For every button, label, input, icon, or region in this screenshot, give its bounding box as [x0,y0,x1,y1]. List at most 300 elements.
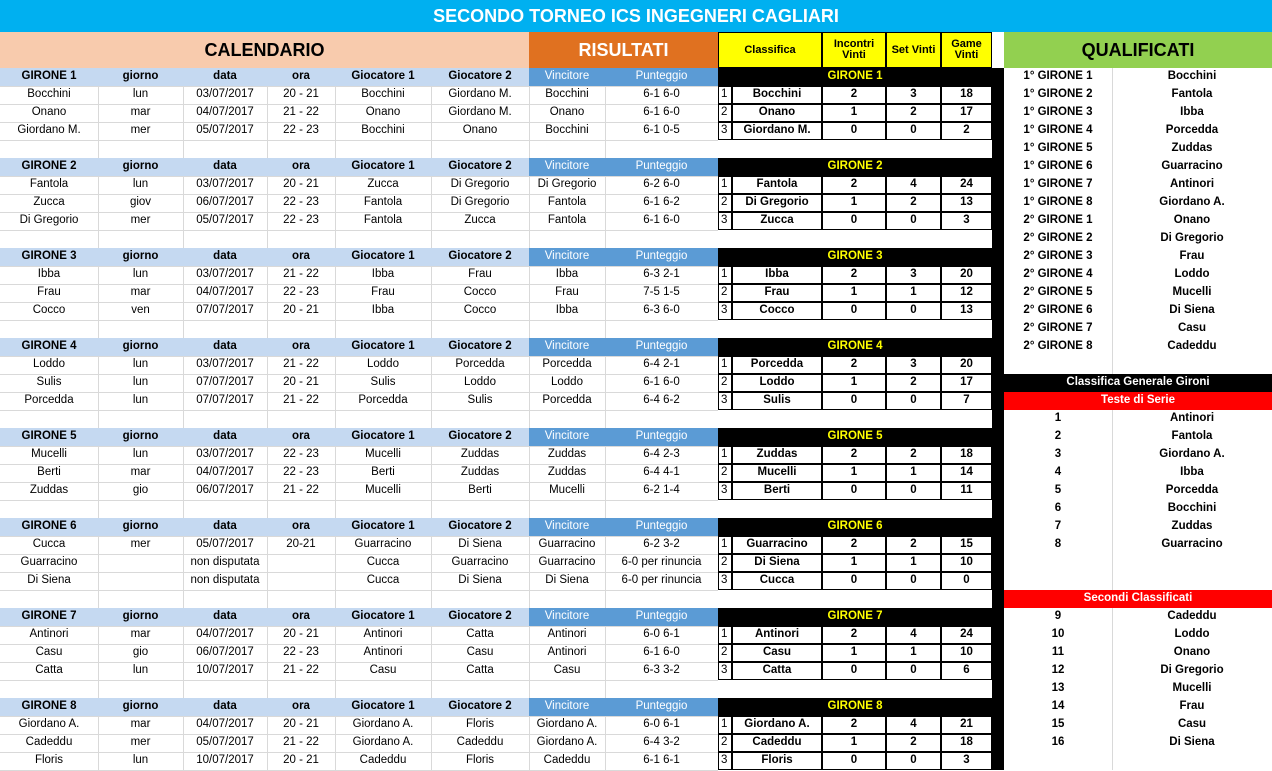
secondo-rank[interactable]: 16 [1051,736,1065,749]
standing-position[interactable]: 3 [718,212,732,230]
col-giorno[interactable]: giorno [98,68,183,86]
match-vincitore[interactable]: Porcedda [542,394,592,407]
player-name[interactable]: Catta [35,664,63,677]
seed-rank[interactable]: 1 [1054,412,1062,425]
standing-set-vinti[interactable]: 0 [886,302,941,320]
col-data[interactable]: data [183,248,267,266]
qualificato-name[interactable]: Cadeddu [1167,340,1217,353]
match-giocatore1[interactable]: Antinori [363,646,403,659]
col-vincitore[interactable]: Vincitore [529,158,605,176]
match-giorno[interactable]: giov [129,196,152,209]
secondo-name[interactable]: Casu [1177,718,1207,731]
match-giocatore1[interactable]: Cucca [366,556,400,569]
match-data[interactable]: 07/07/2017 [196,304,254,317]
match-punteggio[interactable]: 6-1 6-1 [643,754,680,767]
col-punteggio[interactable]: Punteggio [605,68,718,86]
qualificato-name[interactable]: Frau [1179,250,1205,263]
seed-rank[interactable]: 3 [1054,448,1062,461]
standing-set-vinti[interactable]: 2 [886,734,941,752]
match-giocatore1[interactable]: Ibba [371,304,395,317]
player-name[interactable]: Zuddas [29,484,69,497]
standing-position[interactable]: 1 [718,356,732,374]
seed-name[interactable]: Antinori [1169,412,1215,425]
match-ora[interactable]: 21 - 22 [283,358,319,371]
match-punteggio[interactable]: 6-1 6-0 [643,88,680,101]
match-giocatore1[interactable]: Onano [365,106,401,119]
secondo-rank[interactable]: 12 [1051,664,1065,677]
match-giocatore2[interactable]: Di Gregorio [450,196,510,209]
match-punteggio[interactable]: 6-1 6-0 [643,214,680,227]
match-giocatore1[interactable]: Antinori [363,628,403,641]
standing-set-vinti[interactable]: 4 [886,176,941,194]
standing-set-vinti[interactable]: 4 [886,626,941,644]
match-giocatore1[interactable]: Fantola [363,196,403,209]
match-ora[interactable]: 22 - 23 [283,646,319,659]
secondo-name[interactable]: Di Gregorio [1160,664,1224,677]
standing-player[interactable]: Sulis [732,392,822,410]
standing-game-vinti[interactable]: 6 [941,662,992,680]
match-ora[interactable]: 20 - 21 [283,88,319,101]
match-giocatore2[interactable]: Di Siena [458,538,502,551]
standing-incontri-vinti[interactable]: 0 [822,572,886,590]
match-giorno[interactable]: mar [130,718,151,731]
standing-position[interactable]: 3 [718,662,732,680]
girone-title[interactable]: GIRONE 7 [0,608,98,626]
match-vincitore[interactable]: Mucelli [549,484,585,497]
match-giocatore2[interactable]: Catta [466,628,494,641]
standing-position[interactable]: 3 [718,752,732,770]
standings-title[interactable]: GIRONE 3 [718,248,992,266]
standing-player[interactable]: Floris [732,752,822,770]
standing-set-vinti[interactable]: 2 [886,374,941,392]
qualificato-label[interactable]: 2° GIRONE 8 [1023,340,1093,353]
col-giocatore2[interactable]: Giocatore 2 [431,698,529,716]
standing-position[interactable]: 2 [718,554,732,572]
standing-incontri-vinti[interactable]: 2 [822,356,886,374]
col-punteggio[interactable]: Punteggio [605,608,718,626]
match-data[interactable]: non disputata [190,556,260,569]
qualificato-label[interactable]: 1° GIRONE 7 [1023,178,1093,191]
match-giorno[interactable]: lun [132,358,149,371]
player-name[interactable]: Giordano M. [17,124,81,137]
match-vincitore[interactable]: Frau [555,286,579,299]
standing-set-vinti[interactable]: 1 [886,554,941,572]
secondo-name[interactable]: Loddo [1174,628,1210,641]
match-punteggio[interactable]: 6-4 4-1 [643,466,680,479]
match-vincitore[interactable]: Porcedda [542,358,592,371]
standing-game-vinti[interactable]: 13 [941,302,992,320]
match-punteggio[interactable]: 6-4 2-3 [643,448,680,461]
standing-position[interactable]: 1 [718,626,732,644]
match-giocatore1[interactable]: Mucelli [365,448,401,461]
player-name[interactable]: Onano [31,106,67,119]
secondo-rank[interactable]: 13 [1051,682,1065,695]
match-giocatore1[interactable]: Fantola [363,214,403,227]
standings-title[interactable]: GIRONE 4 [718,338,992,356]
match-ora[interactable]: 20 - 21 [283,754,319,767]
match-giorno[interactable]: mer [130,538,151,551]
match-giorno[interactable]: mer [130,124,151,137]
col-giocatore1[interactable]: Giocatore 1 [335,248,431,266]
col-giocatore2[interactable]: Giocatore 2 [431,518,529,536]
standing-game-vinti[interactable]: 20 [941,356,992,374]
qualificato-label[interactable]: 1° GIRONE 6 [1023,160,1093,173]
match-punteggio[interactable]: 6-2 3-2 [643,538,680,551]
girone-title[interactable]: GIRONE 1 [0,68,98,86]
match-giocatore2[interactable]: Floris [465,718,495,731]
standing-player[interactable]: Di Gregorio [732,194,822,212]
standing-player[interactable]: Mucelli [732,464,822,482]
match-giocatore1[interactable]: Ibba [371,268,395,281]
col-ora[interactable]: ora [267,518,335,536]
match-ora[interactable]: 21 - 22 [283,484,319,497]
standing-game-vinti[interactable]: 10 [941,554,992,572]
match-data[interactable]: 04/07/2017 [196,718,254,731]
col-giocatore2[interactable]: Giocatore 2 [431,248,529,266]
match-data[interactable]: 07/07/2017 [196,394,254,407]
match-giorno[interactable]: lun [132,268,149,281]
standing-player[interactable]: Zucca [732,212,822,230]
player-name[interactable]: Giordano A. [18,718,80,731]
standing-game-vinti[interactable]: 7 [941,392,992,410]
standing-set-vinti[interactable]: 0 [886,662,941,680]
standing-set-vinti[interactable]: 1 [886,464,941,482]
match-punteggio[interactable]: 6-1 0-5 [643,124,680,137]
col-ora[interactable]: ora [267,338,335,356]
standing-incontri-vinti[interactable]: 0 [822,662,886,680]
standing-incontri-vinti[interactable]: 1 [822,644,886,662]
player-name[interactable]: Porcedda [24,394,74,407]
match-giocatore2[interactable]: Floris [465,754,495,767]
match-punteggio[interactable]: 6-0 6-1 [643,628,680,641]
col-giorno[interactable]: giorno [98,518,183,536]
match-giocatore2[interactable]: Giordano M. [448,88,512,101]
match-punteggio[interactable]: 6-1 6-0 [643,106,680,119]
standing-player[interactable]: Cocco [732,302,822,320]
standing-set-vinti[interactable]: 0 [886,572,941,590]
match-ora[interactable]: 21 - 22 [283,736,319,749]
qualificato-name[interactable]: Onano [1173,214,1211,227]
qualificato-label[interactable]: 2° GIRONE 4 [1023,268,1093,281]
col-giorno[interactable]: giorno [98,338,183,356]
girone-title[interactable]: GIRONE 2 [0,158,98,176]
match-giocatore2[interactable]: Catta [466,664,494,677]
match-vincitore[interactable]: Guarracino [538,556,596,569]
standing-set-vinti[interactable]: 0 [886,392,941,410]
seed-rank[interactable]: 2 [1054,430,1062,443]
match-giocatore1[interactable]: Cucca [366,574,400,587]
match-vincitore[interactable]: Antinori [547,646,587,659]
col-punteggio[interactable]: Punteggio [605,248,718,266]
match-giocatore1[interactable]: Berti [371,466,395,479]
standing-incontri-vinti[interactable]: 0 [822,482,886,500]
match-punteggio[interactable]: 6-2 1-4 [643,484,680,497]
standing-set-vinti[interactable]: 0 [886,212,941,230]
match-punteggio[interactable]: 6-1 6-0 [643,376,680,389]
seed-name[interactable]: Giordano A. [1159,448,1225,461]
qualificato-label[interactable]: 1° GIRONE 1 [1023,70,1093,83]
player-name[interactable]: Casu [35,646,63,659]
match-data[interactable]: 06/07/2017 [196,196,254,209]
col-giocatore1[interactable]: Giocatore 1 [335,608,431,626]
qualificato-name[interactable]: Antinori [1169,178,1215,191]
standing-position[interactable]: 2 [718,104,732,122]
match-giocatore1[interactable]: Cadeddu [359,754,407,767]
standing-player[interactable]: Fantola [732,176,822,194]
match-punteggio[interactable]: 6-0 per rinuncia [621,574,702,587]
col-giorno[interactable]: giorno [98,158,183,176]
seed-rank[interactable]: 6 [1054,502,1062,515]
match-ora[interactable]: 21 - 22 [283,106,319,119]
col-data[interactable]: data [183,518,267,536]
match-giocatore1[interactable]: Bocchini [361,88,405,101]
standing-player[interactable]: Ibba [732,266,822,284]
qualificato-name[interactable]: Zuddas [1171,142,1213,155]
standing-incontri-vinti[interactable]: 0 [822,752,886,770]
qualificato-label[interactable]: 2° GIRONE 6 [1023,304,1093,317]
match-ora[interactable]: 20 - 21 [283,376,319,389]
match-vincitore[interactable]: Ibba [555,304,579,317]
match-giorno[interactable] [98,554,183,572]
col-data[interactable]: data [183,608,267,626]
col-vincitore[interactable]: Vincitore [529,338,605,356]
standing-game-vinti[interactable]: 14 [941,464,992,482]
standing-incontri-vinti[interactable]: 0 [822,302,886,320]
match-giocatore1[interactable]: Porcedda [358,394,408,407]
col-punteggio[interactable]: Punteggio [605,158,718,176]
standing-game-vinti[interactable]: 11 [941,482,992,500]
col-vincitore[interactable]: Vincitore [529,248,605,266]
col-punteggio[interactable]: Punteggio [605,338,718,356]
standing-player[interactable]: Cadeddu [732,734,822,752]
standing-set-vinti[interactable]: 2 [886,194,941,212]
standing-incontri-vinti[interactable]: 1 [822,464,886,482]
standing-position[interactable]: 1 [718,716,732,734]
secondo-name[interactable]: Onano [1173,646,1211,659]
player-name[interactable]: Mucelli [31,448,67,461]
qualificato-name[interactable]: Bocchini [1167,70,1217,83]
match-vincitore[interactable]: Giordano A. [536,736,598,749]
girone-title[interactable]: GIRONE 4 [0,338,98,356]
match-data[interactable]: 06/07/2017 [196,646,254,659]
match-ora[interactable]: 22 - 23 [283,196,319,209]
standing-incontri-vinti[interactable]: 1 [822,284,886,302]
seed-name[interactable]: Ibba [1180,466,1204,479]
standing-game-vinti[interactable]: 24 [941,626,992,644]
match-giorno[interactable]: mar [130,106,151,119]
col-giorno[interactable]: giorno [98,608,183,626]
match-vincitore[interactable]: Loddo [551,376,583,389]
standing-position[interactable]: 1 [718,446,732,464]
match-giocatore2[interactable]: Cadeddu [456,736,504,749]
match-giorno[interactable]: mar [130,286,151,299]
match-giocatore2[interactable]: Zuddas [460,448,500,461]
qualificato-label[interactable]: 2° GIRONE 1 [1023,214,1093,227]
match-data[interactable]: 04/07/2017 [196,106,254,119]
standings-title[interactable]: GIRONE 6 [718,518,992,536]
match-giocatore1[interactable]: Loddo [367,358,399,371]
standing-game-vinti[interactable]: 18 [941,86,992,104]
match-data[interactable]: 05/07/2017 [196,214,254,227]
match-giocatore1[interactable]: Mucelli [365,484,401,497]
standing-player[interactable]: Cucca [732,572,822,590]
col-ora[interactable]: ora [267,158,335,176]
qualificato-label[interactable]: 1° GIRONE 5 [1023,142,1093,155]
standing-player[interactable]: Antinori [732,626,822,644]
match-data[interactable]: 03/07/2017 [196,358,254,371]
match-punteggio[interactable]: 6-4 6-2 [643,394,680,407]
standing-position[interactable]: 2 [718,374,732,392]
match-punteggio[interactable]: 7-5 1-5 [643,286,680,299]
match-giocatore2[interactable]: Onano [462,124,498,137]
col-giocatore1[interactable]: Giocatore 1 [335,428,431,446]
match-giorno[interactable]: lun [132,754,149,767]
secondo-name[interactable]: Di Siena [1169,736,1215,749]
col-ora[interactable]: ora [267,698,335,716]
standing-incontri-vinti[interactable]: 1 [822,194,886,212]
match-giocatore1[interactable]: Giordano A. [352,718,414,731]
qualificato-name[interactable]: Di Gregorio [1160,232,1224,245]
match-giocatore2[interactable]: Di Gregorio [450,178,510,191]
match-data[interactable]: 05/07/2017 [196,124,254,137]
qualificato-name[interactable]: Di Siena [1169,304,1215,317]
match-giorno[interactable]: ven [131,304,150,317]
standing-incontri-vinti[interactable]: 2 [822,536,886,554]
match-vincitore[interactable]: Zuddas [547,448,587,461]
match-giocatore1[interactable]: Guarracino [354,538,412,551]
standing-incontri-vinti[interactable]: 0 [822,212,886,230]
match-punteggio[interactable]: 6-0 per rinuncia [621,556,702,569]
col-data[interactable]: data [183,338,267,356]
standing-incontri-vinti[interactable]: 2 [822,716,886,734]
match-giocatore2[interactable]: Zucca [464,214,496,227]
match-punteggio[interactable]: 6-3 6-0 [643,304,680,317]
match-ora[interactable] [267,572,335,590]
qualificato-label[interactable]: 1° GIRONE 3 [1023,106,1093,119]
match-giocatore2[interactable]: Porcedda [455,358,505,371]
standing-position[interactable]: 3 [718,302,732,320]
qualificato-name[interactable]: Porcedda [1165,124,1219,137]
standings-title[interactable]: GIRONE 2 [718,158,992,176]
col-vincitore[interactable]: Vincitore [529,608,605,626]
qualificato-name[interactable]: Fantola [1171,88,1213,101]
standing-position[interactable]: 3 [718,392,732,410]
match-ora[interactable]: 22 - 23 [283,214,319,227]
match-ora[interactable]: 20 - 21 [283,718,319,731]
seed-name[interactable]: Porcedda [1165,484,1219,497]
qualificato-name[interactable]: Mucelli [1172,286,1212,299]
qualificato-label[interactable]: 2° GIRONE 5 [1023,286,1093,299]
match-ora[interactable]: 20 - 21 [283,304,319,317]
match-data[interactable]: 03/07/2017 [196,448,254,461]
match-punteggio[interactable]: 6-1 6-2 [643,196,680,209]
match-vincitore[interactable]: Di Gregorio [537,178,597,191]
standing-incontri-vinti[interactable]: 2 [822,176,886,194]
standing-game-vinti[interactable]: 20 [941,266,992,284]
standing-game-vinti[interactable]: 15 [941,536,992,554]
standing-incontri-vinti[interactable]: 2 [822,446,886,464]
col-giocatore1[interactable]: Giocatore 1 [335,698,431,716]
qualificato-name[interactable]: Guarracino [1161,160,1223,173]
match-ora[interactable]: 21 - 22 [283,664,319,677]
standing-player[interactable]: Frau [732,284,822,302]
secondo-rank[interactable]: 14 [1051,700,1065,713]
match-ora[interactable]: 21 - 22 [283,268,319,281]
match-data[interactable]: 05/07/2017 [196,538,254,551]
standing-set-vinti[interactable]: 2 [886,104,941,122]
match-giocatore1[interactable]: Giordano A. [352,736,414,749]
standing-game-vinti[interactable]: 12 [941,284,992,302]
standings-title[interactable]: GIRONE 8 [718,698,992,716]
standing-position[interactable]: 2 [718,284,732,302]
match-vincitore[interactable]: Bocchini [545,124,589,137]
standing-set-vinti[interactable]: 0 [886,122,941,140]
match-vincitore[interactable]: Antinori [547,628,587,641]
match-data[interactable]: 06/07/2017 [196,484,254,497]
seed-name[interactable]: Guarracino [1161,538,1223,551]
col-punteggio[interactable]: Punteggio [605,698,718,716]
player-name[interactable]: Loddo [33,358,65,371]
match-data[interactable]: 03/07/2017 [196,268,254,281]
standing-incontri-vinti[interactable]: 0 [822,392,886,410]
standings-title[interactable]: GIRONE 7 [718,608,992,626]
player-name[interactable]: Bocchini [27,88,71,101]
player-name[interactable]: Cocco [32,304,66,317]
match-ora[interactable]: 22 - 23 [283,466,319,479]
match-giocatore1[interactable]: Zucca [367,178,399,191]
match-giorno[interactable]: lun [132,88,149,101]
standing-set-vinti[interactable]: 3 [886,356,941,374]
player-name[interactable]: Cucca [32,538,66,551]
player-name[interactable]: Zucca [33,196,65,209]
match-giorno[interactable]: lun [132,664,149,677]
match-punteggio[interactable]: 6-0 6-1 [643,718,680,731]
player-name[interactable]: Guarracino [20,556,78,569]
match-data[interactable]: 05/07/2017 [196,736,254,749]
standing-position[interactable]: 1 [718,86,732,104]
match-vincitore[interactable]: Ibba [555,268,579,281]
standing-set-vinti[interactable]: 1 [886,644,941,662]
match-vincitore[interactable]: Bocchini [545,88,589,101]
match-giocatore1[interactable]: Sulis [370,376,396,389]
col-ora[interactable]: ora [267,68,335,86]
standing-position[interactable]: 2 [718,464,732,482]
girone-title[interactable]: GIRONE 5 [0,428,98,446]
col-vincitore[interactable]: Vincitore [529,428,605,446]
match-data[interactable]: 04/07/2017 [196,286,254,299]
seed-rank[interactable]: 4 [1054,466,1062,479]
col-giocatore1[interactable]: Giocatore 1 [335,518,431,536]
secondo-rank[interactable]: 10 [1051,628,1065,641]
girone-title[interactable]: GIRONE 8 [0,698,98,716]
match-vincitore[interactable]: Fantola [547,214,587,227]
col-giocatore1[interactable]: Giocatore 1 [335,338,431,356]
match-giocatore2[interactable]: Casu [466,646,494,659]
standing-player[interactable]: Zuddas [732,446,822,464]
match-giorno[interactable]: mar [130,466,151,479]
standing-position[interactable]: 1 [718,536,732,554]
standing-incontri-vinti[interactable]: 1 [822,554,886,572]
player-name[interactable]: Ibba [37,268,61,281]
match-giocatore2[interactable]: Loddo [464,376,496,389]
standing-player[interactable]: Giordano M. [732,122,822,140]
col-giocatore2[interactable]: Giocatore 2 [431,608,529,626]
standing-set-vinti[interactable]: 3 [886,86,941,104]
standing-game-vinti[interactable]: 18 [941,446,992,464]
standing-incontri-vinti[interactable]: 2 [822,626,886,644]
standing-position[interactable]: 1 [718,266,732,284]
match-giorno[interactable]: gio [132,646,149,659]
